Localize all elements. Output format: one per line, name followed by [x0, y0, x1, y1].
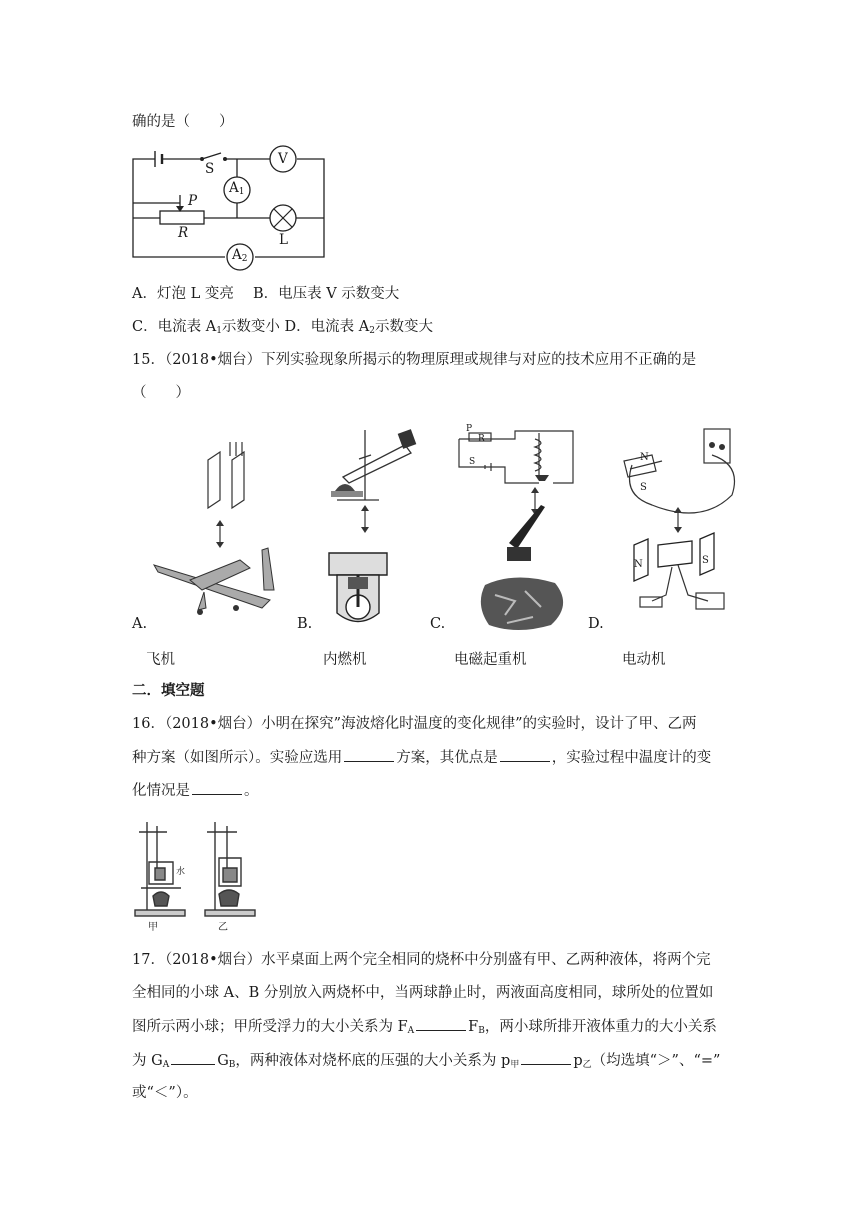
q15-stem-line2: （ ）	[132, 385, 190, 401]
fig-d-n1-label: N	[640, 452, 649, 463]
q15-letter-d: D.	[588, 616, 604, 632]
q16-label-jia: 甲	[148, 922, 158, 933]
switch-label: S	[205, 161, 215, 177]
q15-caption-a: 飞机	[146, 652, 175, 668]
q15-stem-line1: 15．（2018•烟台）下列实验现象所揭示的物理原理或规律与对应的技术应用不正确的是	[132, 352, 697, 368]
q15-letter-c: C.	[430, 616, 446, 632]
q16-label-water: 水	[176, 867, 186, 877]
fig-d-n2-label: N	[634, 559, 643, 570]
q17-line5: 或“＜”）。	[132, 1085, 198, 1101]
q14-options-ab: A．灯泡 L 变亮 B．电压表 V 示数变大	[132, 286, 400, 302]
q15-caption-d: 电动机	[622, 652, 666, 668]
fig-d-s1-label: S	[640, 482, 647, 493]
q16-line1: 16．（2018•烟台）小明在探究”海波熔化时温度的变化规律”的实验时，设计了甲、乙两	[132, 716, 697, 732]
q16-blank-2[interactable]	[500, 747, 550, 762]
q16-label-yi: 乙	[218, 922, 228, 933]
q17-line3: 图所示两小球；甲所受浮力的大小关系为 $F_A$ $F_B$，两小球所排开液体重力的大小关系	[132, 1016, 717, 1041]
q17-blank-3[interactable]	[521, 1050, 571, 1065]
slider-label: P	[188, 193, 198, 209]
fig-c-s-label: S	[469, 457, 476, 467]
q17-blank-1[interactable]	[416, 1016, 466, 1031]
fig-b-tube-engine	[315, 425, 445, 630]
q14-circuit-diagram	[125, 145, 335, 270]
fig-d-s2-label: S	[702, 555, 709, 566]
resistor-label: R	[178, 225, 189, 241]
ammeter2-label: $A_2$	[232, 247, 248, 264]
ammeter1-label: $A_1$	[229, 180, 245, 197]
q15-letter-b: B.	[297, 616, 313, 632]
q14-options-cd: C．电流表 $A_1$示数变小 D．电流表 $A_2$示数变大	[132, 319, 433, 336]
voltmeter-label: V	[278, 151, 288, 167]
fig-c-p-label: P	[466, 424, 473, 434]
fig-c-r-label: R	[478, 434, 485, 444]
q16-line3: 化情况是 。	[132, 780, 259, 801]
q17-line4: 为 $G_A$ $G_B$，两种液体对烧杯底的压强的大小关系为 $p_甲$ $p_乙$（均选填“＞”、“=”	[132, 1050, 720, 1075]
fig-d-coil-motor	[612, 425, 752, 620]
q15-letter-a: A.	[132, 616, 148, 632]
q17-line1: 17．（2018•烟台）水平桌面上两个完全相同的烧杯中分别盛有甲、乙两种液体，将两个完	[132, 952, 711, 968]
q16-blank-3[interactable]	[192, 780, 242, 795]
q14-stem-tail: 确的是（ ）	[132, 114, 234, 130]
q16-blank-1[interactable]	[344, 747, 394, 762]
q17-line2: 全相同的小球 A、B 分别放入两烧杯中，当两球静止时，两液面高度相同，球所处的位置如	[132, 985, 714, 1001]
q15-caption-b: 内燃机	[323, 652, 367, 668]
fig-a-plates-airplane	[150, 440, 290, 640]
section-title-fill-in: 二．填空题	[132, 682, 205, 699]
q16-line2: 种方案（如图所示）。实验应选用 方案，其优点是 ，实验过程中温度计的变	[132, 747, 711, 768]
lamp-label: L	[279, 232, 288, 248]
q15-caption-c: 电磁起重机	[454, 652, 527, 668]
q17-blank-2[interactable]	[171, 1050, 215, 1065]
q16-figure-two-setups	[135, 818, 260, 933]
